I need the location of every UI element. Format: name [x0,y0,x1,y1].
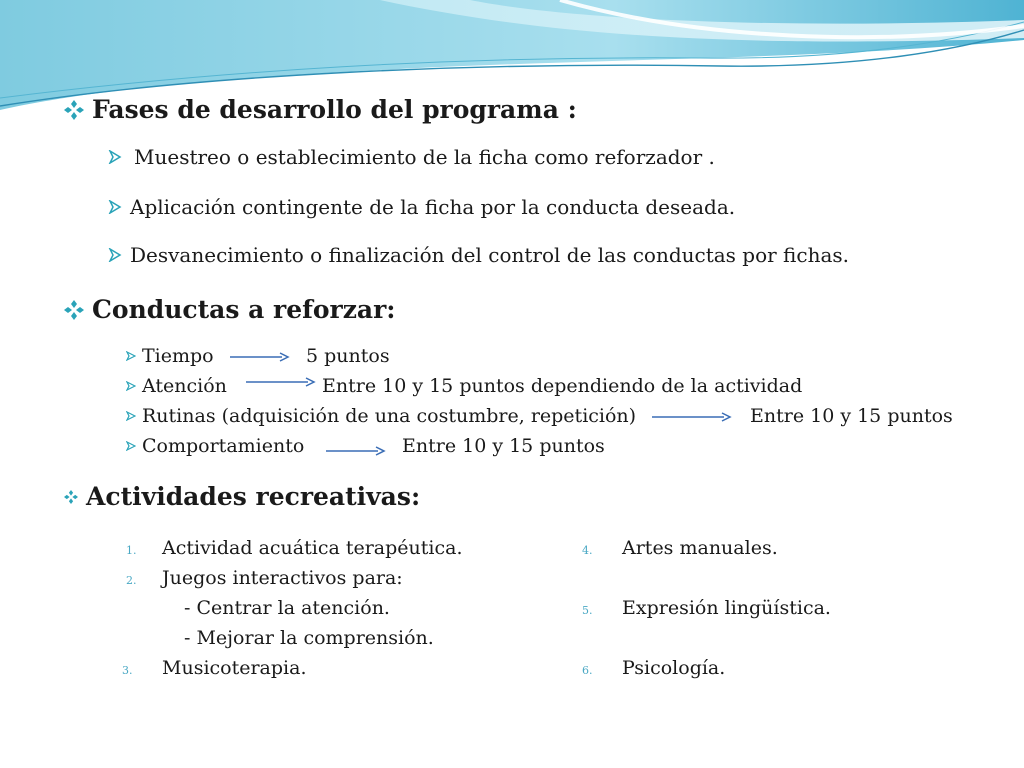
fases-item [108,195,735,219]
section-conductas-title: Conductas a reforzar: [92,295,396,324]
diamond-bullet-icon [64,100,84,120]
section-conductas-heading [64,295,396,324]
actividad-item: Psicología. [622,657,726,679]
arrow-bullet-icon [108,200,122,214]
fases-item-text: Aplicación contingente de la ficha por la conducta deseada. [130,195,736,219]
conducta-item [126,345,214,367]
arrow-bullet-icon [126,351,136,361]
list-number: 1. [126,544,137,557]
arrow-bullet-icon [126,441,136,451]
conducta-value: Entre 10 y 15 puntos [750,405,953,427]
conducta-item [126,435,304,457]
list-number: 6. [582,664,593,677]
actividad-subitem: - Centrar la atención. [184,597,390,619]
fases-item [108,243,849,267]
fases-item [108,145,715,169]
list-number: 5. [582,604,593,617]
arrow-bullet-icon [108,150,122,164]
arrow-bullet-icon [108,248,122,262]
list-number: 4. [582,544,593,557]
arrow-icon [230,351,290,363]
conducta-value: Entre 10 y 15 puntos dependiendo de la actividad [322,375,803,397]
list-number: 2. [126,574,137,587]
actividad-item: Artes manuales. [622,537,778,559]
conducta-label: Tiempo [142,345,214,367]
actividad-item: Actividad acuática terapéutica. [162,537,463,559]
conducta-label: Rutinas (adquisición de una costumbre, repetición) [142,405,637,427]
fases-item-text: Muestreo o establecimiento de la ficha como reforzador . [134,145,715,169]
conducta-label: Comportamiento [142,435,305,457]
section-fases-title: Fases de desarrollo del programa : [92,95,577,124]
section-fases-heading [64,95,577,124]
list-number: 3. [122,664,133,677]
arrow-icon [326,445,386,457]
fases-item-text: Desvanecimiento o finalización del control de las conductas por fichas. [130,243,850,267]
arrow-bullet-icon [126,381,136,391]
conducta-item [126,405,636,427]
conducta-item [126,375,227,397]
actividad-item: Musicoterapia. [162,657,307,679]
actividad-item: Juegos interactivos para: [162,567,403,589]
section-actividades-title: Actividades recreativas: [86,482,421,511]
arrow-icon [246,376,316,388]
arrow-bullet-icon [126,411,136,421]
conducta-value: 5 puntos [306,345,390,367]
actividad-subitem: - Mejorar la comprensión. [184,627,434,649]
diamond-bullet-icon [64,490,78,504]
arrow-icon [652,411,732,423]
diamond-bullet-icon [64,300,84,320]
conducta-value: Entre 10 y 15 puntos [402,435,605,457]
conducta-label: Atención [142,375,227,397]
section-actividades-heading [64,482,420,511]
actividad-item: Expresión lingüística. [622,597,831,619]
